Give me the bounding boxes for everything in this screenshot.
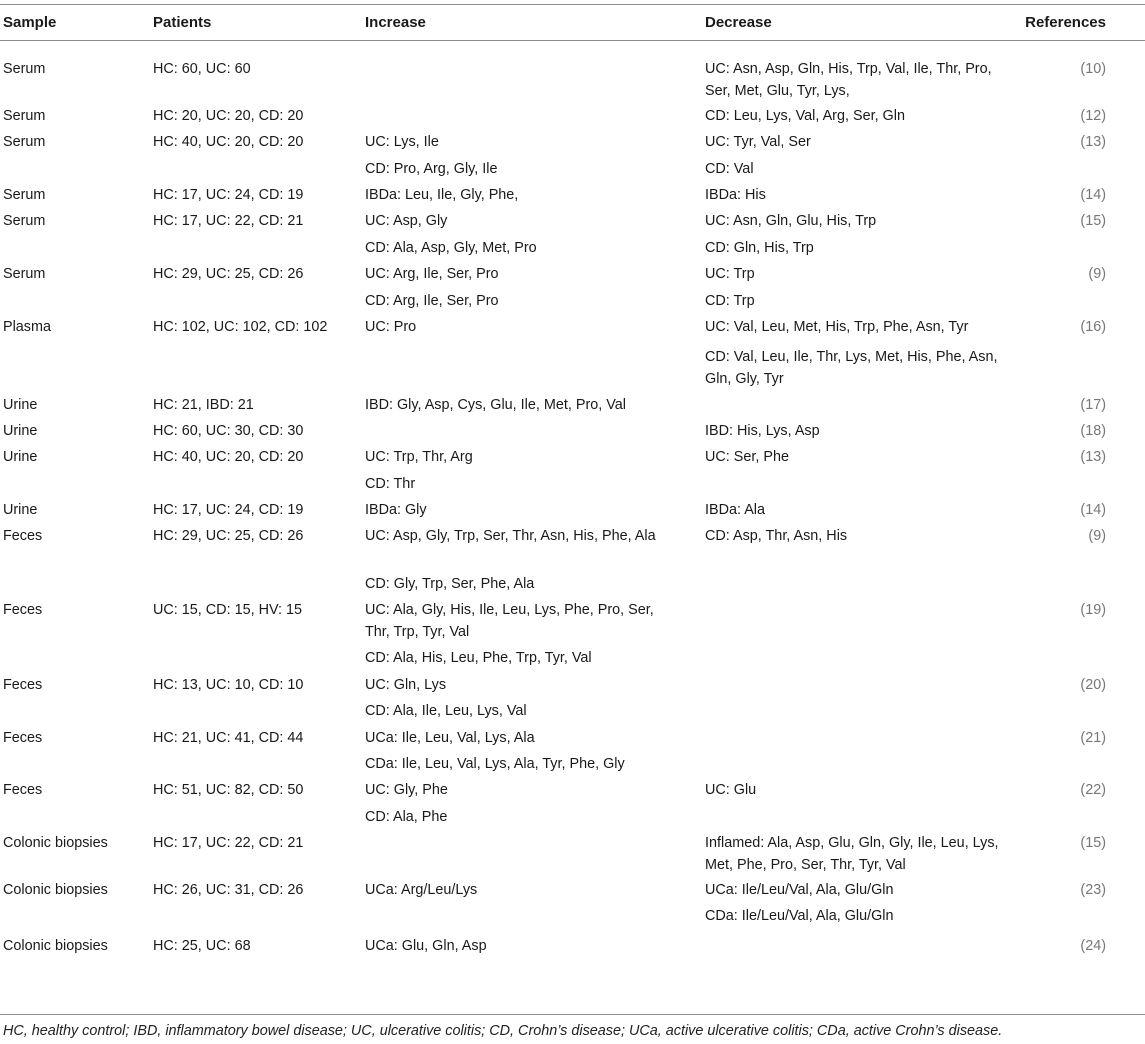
cell-decrease: UC: Asn, Gln, Glu, His, Trp [705,213,877,229]
cell-increase: UCa: Glu, Gln, Asp [365,938,487,954]
cell-increase: UC: Arg, Ile, Ser, Pro [365,266,499,282]
cell-increase: IBD: Gly, Asp, Cys, Glu, Ile, Met, Pro, Val [365,397,626,413]
cell-reference: (10) [1080,61,1106,77]
cell-increase: CD: Gly, Trp, Ser, Phe, Ala [365,576,535,592]
cell-decrease: CD: Val [705,161,754,177]
cell-sample: Colonic biopsies [3,835,108,851]
cell-increase: CD: Ala, His, Leu, Phe, Trp, Tyr, Val [365,650,592,666]
cell-decrease: UC: Ser, Phe [705,449,789,465]
cell-patients: HC: 17, UC: 22, CD: 21 [153,213,304,229]
cell-decrease: UC: Asn, Asp, Gln, His, Trp, Val, Ile, Thr, Pro, Ser, Met, Glu, Tyr, Lys, [705,61,992,99]
cell-patients: UC: 15, CD: 15, HV: 15 [153,602,303,618]
cell-sample: Colonic biopsies [3,882,108,898]
cell-reference: (21) [1080,730,1106,746]
cell-sample: Urine [3,397,38,413]
cell-decrease: UC: Trp [705,266,755,282]
cell-reference: (9) [1088,528,1106,544]
cell-increase: CD: Thr [365,476,416,492]
cell-sample: Feces [3,528,43,544]
header-rule [0,40,1145,41]
cell-increase: UC: Lys, Ile [365,134,439,150]
cell-decrease: UC: Glu [705,782,757,798]
cell-increase: UCa: Ile, Leu, Val, Lys, Ala [365,730,535,746]
cell-sample: Urine [3,502,38,518]
cell-patients: HC: 26, UC: 31, CD: 26 [153,882,304,898]
cell-reference: (14) [1080,502,1106,518]
cell-reference: (20) [1080,677,1106,693]
cell-decrease: UCa: Ile/Leu/Val, Ala, Glu/Gln [705,882,894,898]
cell-sample: Feces [3,677,43,693]
cell-reference: (15) [1080,213,1106,229]
cell-increase: CDa: Ile, Leu, Val, Lys, Ala, Tyr, Phe, Gly [365,756,625,772]
cell-reference: (13) [1080,449,1106,465]
cell-patients: HC: 21, UC: 41, CD: 44 [153,730,304,746]
cell-decrease: CD: Asp, Thr, Asn, His [705,528,848,544]
cell-reference: (13) [1080,134,1106,150]
cell-increase: UC: Ala, Gly, His, Ile, Leu, Lys, Phe, Pro, Ser, Thr, Trp, Tyr, Val [365,602,654,640]
cell-patients: HC: 21, IBD: 21 [153,397,254,413]
cell-patients: HC: 60, UC: 30, CD: 30 [153,423,304,439]
cell-sample: Feces [3,602,43,618]
cell-decrease: CD: Leu, Lys, Val, Arg, Ser, Gln [705,108,905,124]
cell-decrease: IBD: His, Lys, Asp [705,423,820,439]
cell-increase: UC: Gly, Phe [365,782,448,798]
cell-sample: Feces [3,730,43,746]
cell-decrease: IBDa: His [705,187,766,203]
cell-reference: (17) [1080,397,1106,413]
cell-increase: UC: Asp, Gly, Trp, Ser, Thr, Asn, His, Phe, Ala [365,528,656,544]
cell-decrease: IBDa: Ala [705,502,765,518]
cell-increase: UC: Pro [365,319,417,335]
cell-sample: Colonic biopsies [3,938,108,954]
cell-increase: IBDa: Gly [365,502,427,518]
cell-reference: (18) [1080,423,1106,439]
cell-reference: (24) [1080,938,1106,954]
cell-decrease: Inflamed: Ala, Asp, Glu, Gln, Gly, Ile, Leu, Lys, Met, Phe, Pro, Ser, Thr, Tyr, Val [705,835,999,873]
cell-reference: (14) [1080,187,1106,203]
cell-reference: (23) [1080,882,1106,898]
cell-sample: Urine [3,449,38,465]
cell-decrease: CD: Trp [705,293,755,309]
cell-patients: HC: 102, UC: 102, CD: 102 [153,319,328,335]
cell-patients: HC: 29, UC: 25, CD: 26 [153,528,304,544]
cell-increase: UC: Gln, Lys [365,677,447,693]
cell-sample: Serum [3,213,46,229]
cell-patients: HC: 25, UC: 68 [153,938,251,954]
cell-patients: HC: 60, UC: 60 [153,61,251,77]
cell-decrease: CD: Gln, His, Trp [705,240,814,256]
cell-decrease: UC: Val, Leu, Met, His, Trp, Phe, Asn, Tyr [705,319,969,335]
cell-sample: Serum [3,134,46,150]
cell-sample: Serum [3,187,46,203]
cell-patients: HC: 17, UC: 24, CD: 19 [153,502,304,518]
cell-sample: Feces [3,782,43,798]
cell-patients: HC: 13, UC: 10, CD: 10 [153,677,304,693]
cell-reference: (9) [1088,266,1106,282]
cell-reference: (16) [1080,319,1106,335]
cell-patients: HC: 17, UC: 22, CD: 21 [153,835,304,851]
cell-patients: HC: 29, UC: 25, CD: 26 [153,266,304,282]
cell-reference: (12) [1080,108,1106,124]
cell-increase: CD: Ala, Phe [365,809,448,825]
table-bottom-rule [0,1014,1145,1015]
cell-sample: Serum [3,61,46,77]
cell-sample: Plasma [3,319,51,335]
cell-sample: Urine [3,423,38,439]
cell-increase: UCa: Arg/Leu/Lys [365,882,478,898]
header-patients: Patients [153,14,212,31]
cell-patients: HC: 40, UC: 20, CD: 20 [153,134,304,150]
cell-patients: HC: 40, UC: 20, CD: 20 [153,449,304,465]
cell-reference: (22) [1080,782,1106,798]
cell-increase: UC: Asp, Gly [365,213,448,229]
header-decrease: Decrease [705,14,772,31]
cell-decrease: CDa: Ile/Leu/Val, Ala, Glu/Gln [705,908,894,924]
cell-increase: UC: Trp, Thr, Arg [365,449,473,465]
header-sample: Sample [3,14,57,31]
header-increase: Increase [365,14,426,31]
cell-decrease: UC: Tyr, Val, Ser [705,134,811,150]
header-references: References [1025,14,1106,31]
cell-patients: HC: 17, UC: 24, CD: 19 [153,187,304,203]
cell-patients: HC: 51, UC: 82, CD: 50 [153,782,304,798]
cell-increase: CD: Arg, Ile, Ser, Pro [365,293,499,309]
cell-increase: CD: Ala, Ile, Leu, Lys, Val [365,703,527,719]
table-top-rule [0,4,1145,5]
cell-decrease: CD: Val, Leu, Ile, Thr, Lys, Met, His, Phe, Asn, Gln, Gly, Tyr [705,349,998,387]
cell-increase: CD: Ala, Asp, Gly, Met, Pro [365,240,537,256]
cell-sample: Serum [3,108,46,124]
cell-increase: CD: Pro, Arg, Gly, Ile [365,161,498,177]
cell-reference: (19) [1080,602,1106,618]
cell-sample: Serum [3,266,46,282]
cell-reference: (15) [1080,835,1106,851]
cell-patients: HC: 20, UC: 20, CD: 20 [153,108,304,124]
table-footnote: HC, healthy control; IBD, inflammatory bowel disease; UC, ulcerative colitis; CD, Crohn’s disease; UCa, active ulcerative colitis; CDa, active Crohn’s disease. [3,1023,1003,1039]
cell-increase: IBDa: Leu, Ile, Gly, Phe, [365,187,519,203]
